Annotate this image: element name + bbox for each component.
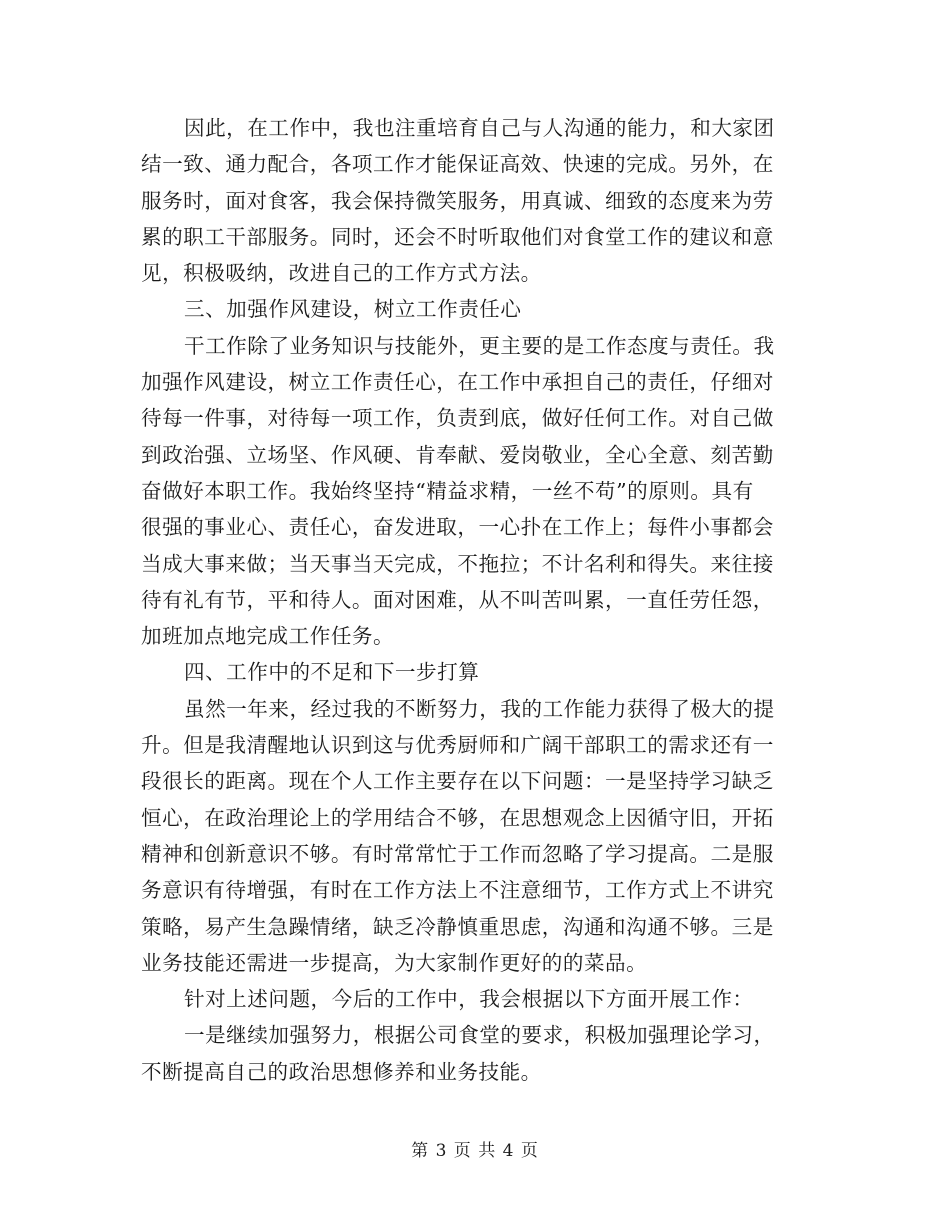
paragraph-first-line: 因此，在工作中，我也注重培育自己与人沟通的能力，和大家团 [184, 116, 775, 140]
paragraph-line: 务意识有待增强，有时在工作方法上不注意细节，工作方式上不讲究 [141, 878, 774, 903]
paragraph-line: 升。但是我清醒地认识到这与优秀厨师和广阔干部职工的需求还有一 [141, 733, 774, 758]
paragraph-line: 累的职工干部服务。同时，还会不时听取他们对食堂工作的建议和意 [141, 224, 774, 249]
paragraph-line: 结一致、通力配合，各项工作才能保证高效、快速的完成。另外，在 [141, 152, 774, 177]
paragraph-line: 待有礼有节，平和待人。面对困难，从不叫苦叫累，一直任劳任怨， [141, 587, 774, 612]
paragraph-line: 策略，易产生急躁情绪，缺乏冷静慎重思虑，沟通和沟通不够。三是 [141, 914, 774, 939]
paragraph-line: 很强的事业心、责任心，奋发进取，一心扑在工作上；每件小事都会 [141, 515, 774, 540]
paragraph-line: 段很长的距离。现在个人工作主要存在以下问题：一是坚持学习缺乏 [141, 769, 774, 794]
paragraph-first-line: 四、工作中的不足和下一步打算 [184, 660, 480, 685]
paragraph-line: 见，积极吸纳，改进自己的工作方式方法。 [141, 261, 542, 286]
paragraph-line: 加强作风建设，树立工作责任心，在工作中承担自己的责任，仔细对 [141, 370, 774, 395]
paragraph-first-line: 虽然一年来，经过我的不断努力，我的工作能力获得了极大的提 [184, 696, 775, 721]
paragraph-line: 服务时，面对食客，我会保持微笑服务，用真诚、细致的态度来为劳 [141, 188, 774, 213]
paragraph-line: 待每一件事，对待每一项工作，负责到底，做好任何工作。对自己做 [141, 406, 774, 431]
document-body [141, 110, 821, 1090]
paragraph-line: 恒心，在政治理论上的学用结合不够，在思想观念上因循守旧，开拓 [141, 805, 774, 830]
paragraph-line: 奋做好本职工作。我始终坚持“精益求精，一丝不苟”的原则。具有 [141, 478, 754, 503]
paragraph-first-line: 三、加强作风建设，树立工作责任心 [184, 297, 522, 322]
paragraph-line: 不断提高自己的政治思想修养和业务技能。 [141, 1059, 542, 1084]
paragraph-first-line: 干工作除了业务知识与技能外，更主要的是工作态度与责任。我 [184, 333, 775, 358]
paragraph-first-line: 针对上述问题，今后的工作中，我会根据以下方面开展工作： [184, 987, 754, 1012]
paragraph-line: 加班加点地完成工作任务。 [141, 624, 395, 649]
paragraph-line: 精神和创新意识不够。有时常常忙于工作而忽略了学习提高。二是服 [141, 841, 774, 866]
paragraph-line: 当成大事来做；当天事当天完成，不拖拉；不计名利和得失。来往接 [141, 551, 774, 576]
paragraph-line: 业务技能还需进一步提高，为大家制作更好的的菜品。 [141, 950, 648, 975]
paragraph-first-line: 一是继续加强努力，根据公司食堂的要求，积极加强理论学习， [184, 1023, 775, 1048]
paragraph-line: 到政治强、立场坚、作风硬、肯奉献、爱岗敬业，全心全意、刻苦勤 [141, 442, 774, 467]
page-footer: 第 3 页 共 4 页 [411, 1141, 539, 1161]
